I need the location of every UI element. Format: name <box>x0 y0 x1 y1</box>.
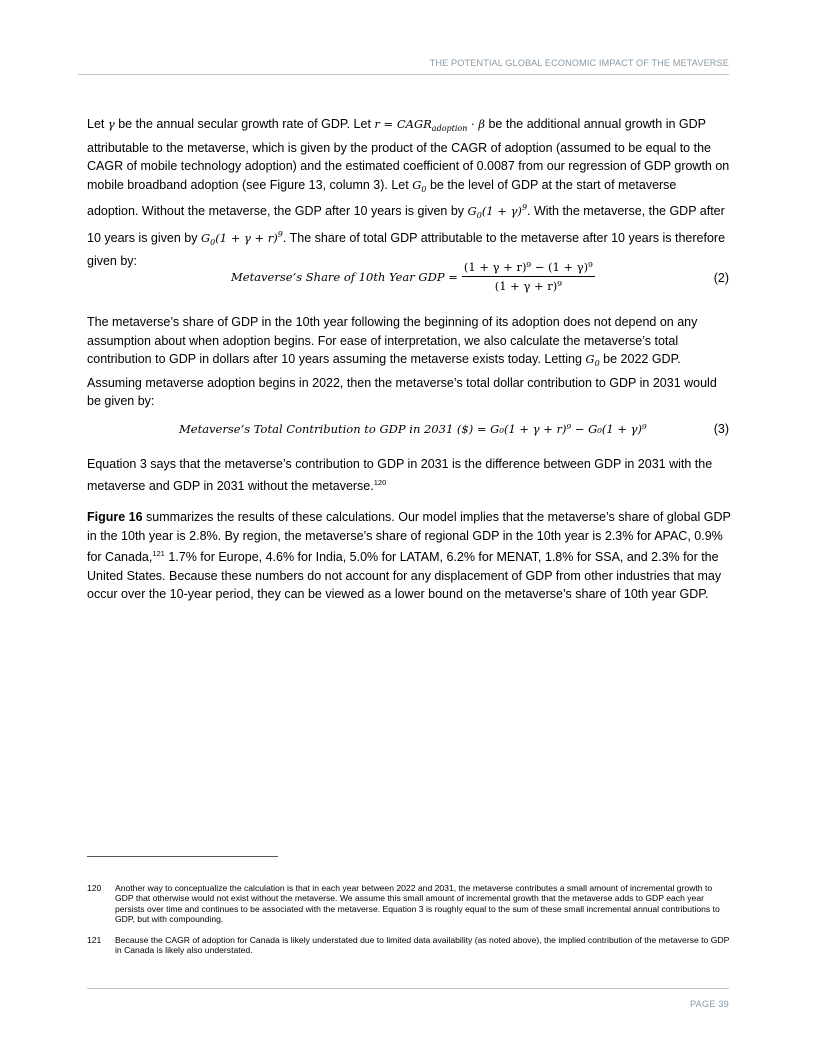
equation-3-expression: Metaverse’s Total Contribution to GDP in 2031 ($) = G₀(1 + γ + r)⁹ − G₀(1 + γ)⁹ <box>179 422 647 436</box>
footnote-ref-120[interactable]: 120 <box>373 477 387 487</box>
footnote-120 <box>87 883 731 925</box>
footnote-ref-121[interactable]: 121 <box>152 549 165 558</box>
equation-3-number: (3) <box>713 422 729 436</box>
equation-2 <box>87 260 729 296</box>
equation-2-lhs: Metaverse’s Share of 10th Year GDP = <box>231 269 458 284</box>
footnote-number: 120 <box>87 883 102 893</box>
equation-2-denominator: (1 + γ + r)⁹ <box>494 279 562 293</box>
figure-16-reference: Figure 16 <box>87 510 143 524</box>
header-rule <box>78 74 729 75</box>
footnote-number: 121 <box>87 935 102 945</box>
paragraph-figure16-summary: Figure 16 summarizes the results of these calculations. Our model implies that the metaverse’s share of global GDP in the 10th year is 2.8%. By region, the metaverse’s share of regional GDP in the 10th year is 2.3% for APAC, 0.9% for Canada,$^{121}$ 1.7% for Europe, 4.6% for India, 5.0% for LATAM, 6.2% for MENAT, 1.8% for SSA, and 2.3% for the United States. Because these numbers do not account for any displacement of GDP from other industries that may occur over the 10-year period, they can be viewed as a lower bound on the metaverse’s share of 10th year GDP. <box>87 510 731 601</box>
equation-2-fraction <box>462 260 595 293</box>
footnote-separator <box>87 856 278 857</box>
footnote-text: Another way to conceptualize the calculation is that in each year between 2022 and 2031, the metaverse contributes a small amount of incremental growth to GDP that otherwise would not exist without the metaverse. We assume this small amount of incremental growth that the metaverse adds to GDP each year persists over time and continues to be associated with the metaverse. Equation 3 is roughly equal to the sum of these small incremental annual contributions to GDP, but with compounding. <box>115 883 720 925</box>
equation-3 <box>87 420 729 440</box>
footnote-121 <box>87 935 731 956</box>
paragraph-total-contribution: The metaverse’s share of GDP in the 10th year following the beginning of its adoption does not depend on any assumption about when adoption begins. For ease of interpretation, we also calculate the metaverse’s total contribution to GDP in dollars after 10 years assuming the metaverse exists today. Letting $G_0$ be 2022 GDP. Assuming metaverse adoption begins in 2022, then the metaverse’s total dollar contribution to GDP in 2031 would be given by: <box>87 315 717 408</box>
running-header: THE POTENTIAL GLOBAL ECONOMIC IMPACT OF THE METAVERSE <box>429 58 729 68</box>
equation-2-numerator: (1 + γ + r)⁹ − (1 + γ)⁹ <box>462 260 595 277</box>
paragraph-definitions: Let γ be the annual secular growth rate of GDP. Let $r = CAGR_{adoption} \cdot \beta$ be the additional annual growth in GDP attributable to the metaverse, which is given by the product of the CAGR of adoption (assumed to be equal to the CAGR of mobile technology adoption) and the estimated coefficient of 0.0087 from our regression of GDP growth on mobile broadband adoption (see Figure 13, column 3). Let $G_0$ be the level of GDP at the start of metaverse adoption. Without the metaverse, the GDP after 10 years is given by $G_0(1 + \gamma)^9$. With the metaverse, the GDP after 10 years is given by $G_0(1 + \gamma + r)^9$. The share of total GDP attributable to the metaverse after 10 years is therefore given by: <box>87 117 730 268</box>
footnote-text: Because the CAGR of adoption for Canada is likely understated due to limited data availability (as noted above), the implied contribution of the metaverse to GDP in Canada is likely also understated. <box>115 935 730 956</box>
paragraph-equation3-explanation: Equation 3 says that the metaverse’s contribution to GDP in 2031 is the difference between GDP in 2031 with the metaverse and GDP in 2031 without the metaverse.$^{120}$ <box>87 457 713 493</box>
footer-rule <box>87 988 729 989</box>
page-number: PAGE 39 <box>689 999 729 1009</box>
equation-2-number: (2) <box>713 271 729 285</box>
